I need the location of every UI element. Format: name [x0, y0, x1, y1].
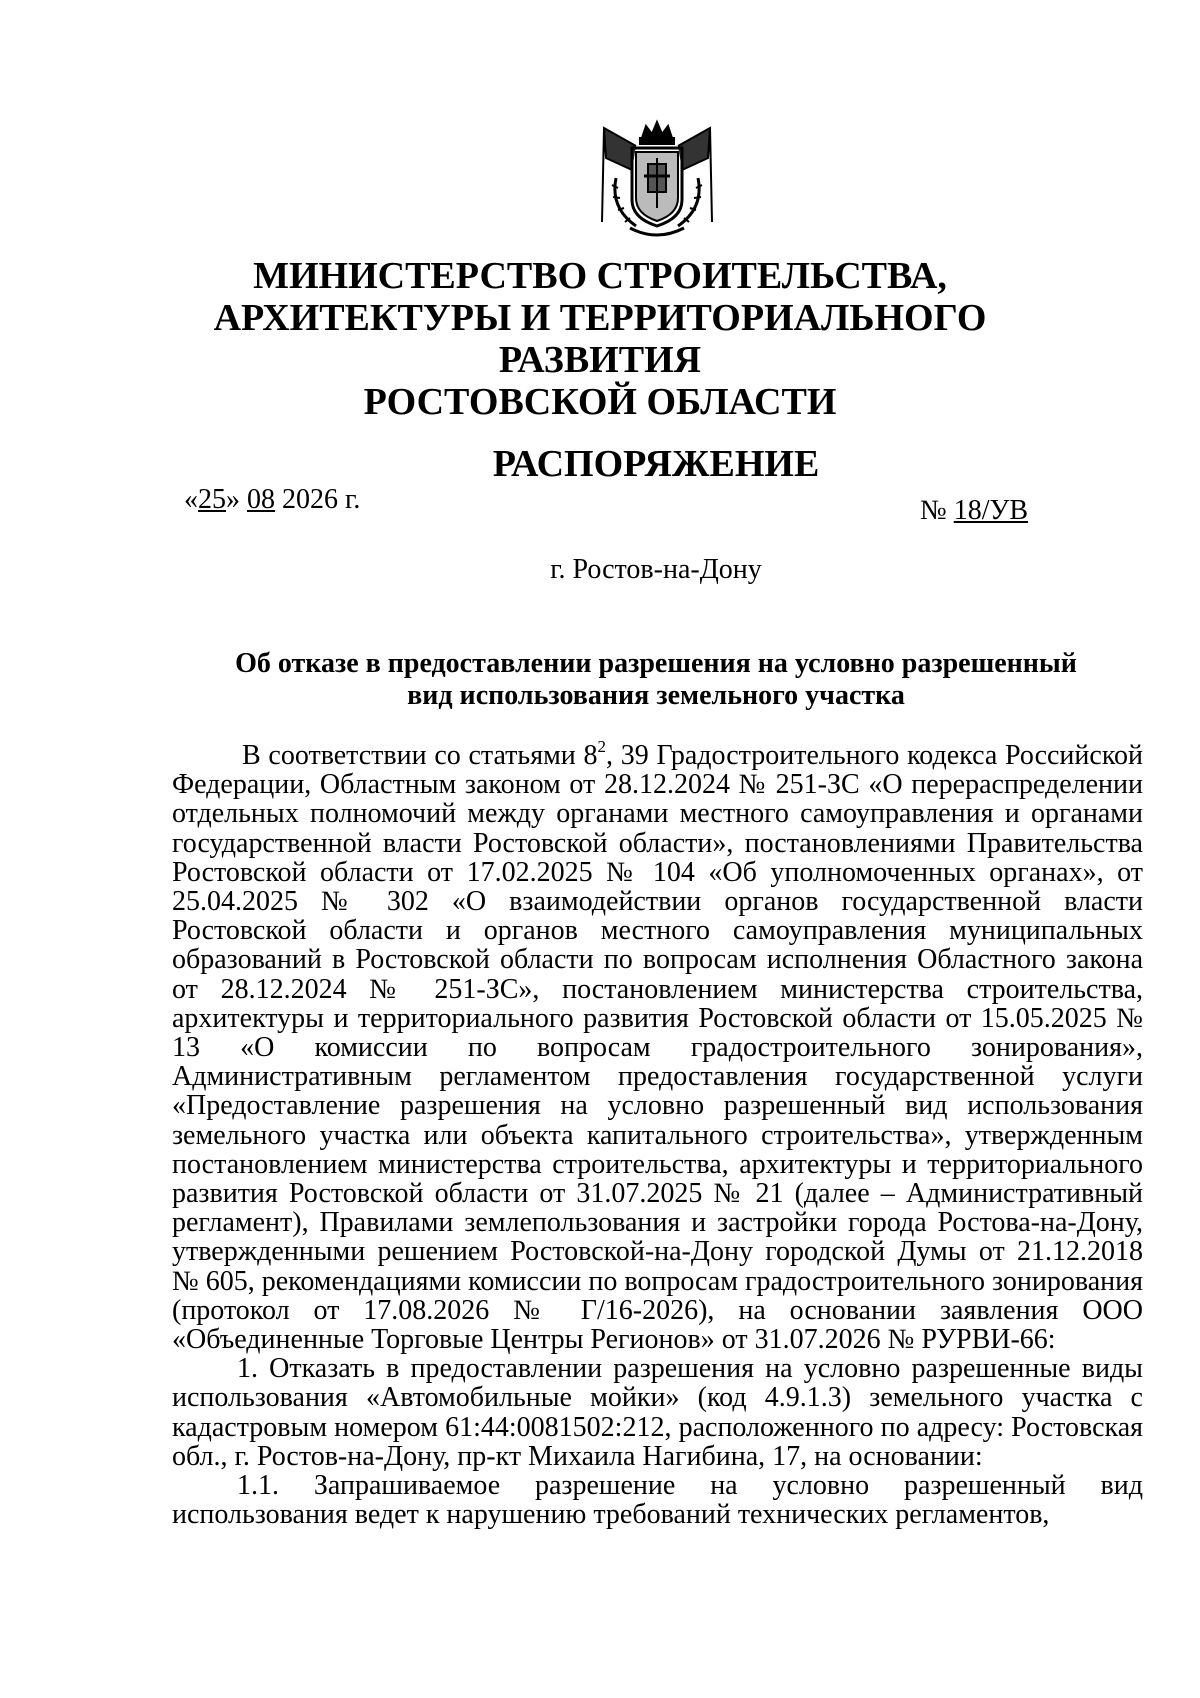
coat-of-arms-icon [596, 118, 718, 242]
document-type: РАСПОРЯЖЕНИЕ [492, 443, 820, 485]
number-prefix: № [920, 495, 954, 526]
paragraph-item-1-1: 1.1. Запрашиваемое разрешение на условно разрешенный вид использования ведет к нарушению требований технических регламентов, [172, 1470, 1143, 1531]
preamble-part-1: В соответствии со статьями 8 [242, 740, 598, 771]
document-subject [200, 648, 1112, 712]
paragraph-item-1: 1. Отказать в предоставлении разрешения на условно разрешенные виды использования «Автомобильные мойки» (код 4.9.1.3) земельного участка с кадастровым номером 61:44:0081502:212, расположенного по адресу: Ростовская обл., г. Ростов-на-Дону, пр-кт Михаила Нагибина, 17, на основании: [172, 1353, 1143, 1472]
date-close-quote: » [226, 484, 247, 515]
date-open-quote: « [184, 484, 198, 515]
date-day: 25 [198, 484, 226, 515]
document-date [184, 484, 360, 516]
preamble-part-2: , 39 Градостроительного кодекса Российской Федерации, Областным законом от 28.12.2024 № 251-ЗС «О перераспределении отдельных полномочий между органами местного самоуправления и органами государственной власти Ростовской области», постановлениями Правительства Ростовской области от 17.02.2025 № 104 «Об уполномоченных органах», от 25.04.2025 № 302 «О взаимодействии органов государственной власти Ростовской области и органов местного самоуправления муниципальных образований в Ростовской области по вопросам исполнения Областного закона от 28.12.2024 № 251-ЗС», постановлением министерства строительства, архитектуры и территориального развития Ростовской области от 15.05.2025 № 13 «О комиссии по вопросам градостроительного зонирования», Административным регламентом предоставления государственной услуги «Предоставление разрешения на условно разрешенный вид использования земельного участка или объекта капитального строительства», утвержденным постановлением министерства строительства, архитектуры и территориального развития Ростовской области от 31.07.2025 № 21 (далее – Административный регламент), Правилами землепользования и застройки города Ростова-на-Дону, утвержденными решением Ростовской-на-Дону городской Думы от 21.12.2018 № 605, рекомендациями комиссии по вопросам градостроительного зонирования (протокол от 17.08.2026 № Г/16-2026), на основании заявления ООО «Объединенные Торговые Центры Регионов» от 31.07.2026 № РУРВИ-66: [172, 740, 1143, 1356]
ministry-name-line-1: МИНИСТЕРСТВО СТРОИТЕЛЬСТВА, [253, 255, 947, 297]
date-year: 2026 г. [275, 484, 361, 515]
ministry-name-line-3: РОСТОВСКОЙ ОБЛАСТИ [363, 381, 837, 423]
ministry-name-line-2: АРХИТЕКТУРЫ И ТЕРРИТОРИАЛЬНОГО РАЗВИТИЯ [213, 297, 987, 381]
subject-line-1: Об отказе в предоставлении разрешения на условно разрешенный [235, 648, 1077, 679]
date-month: 08 [247, 484, 275, 515]
document-number [920, 495, 1028, 527]
paragraph-preamble [172, 737, 1143, 1356]
document-body [172, 737, 1143, 1531]
subject-line-2: вид использования земельного участка [407, 680, 905, 711]
document-city: г. Ростов-на-Дону [550, 554, 762, 585]
ministry-name [160, 255, 1040, 423]
number-value: 18/УВ [953, 495, 1028, 526]
superscript-2: 2 [597, 737, 606, 756]
